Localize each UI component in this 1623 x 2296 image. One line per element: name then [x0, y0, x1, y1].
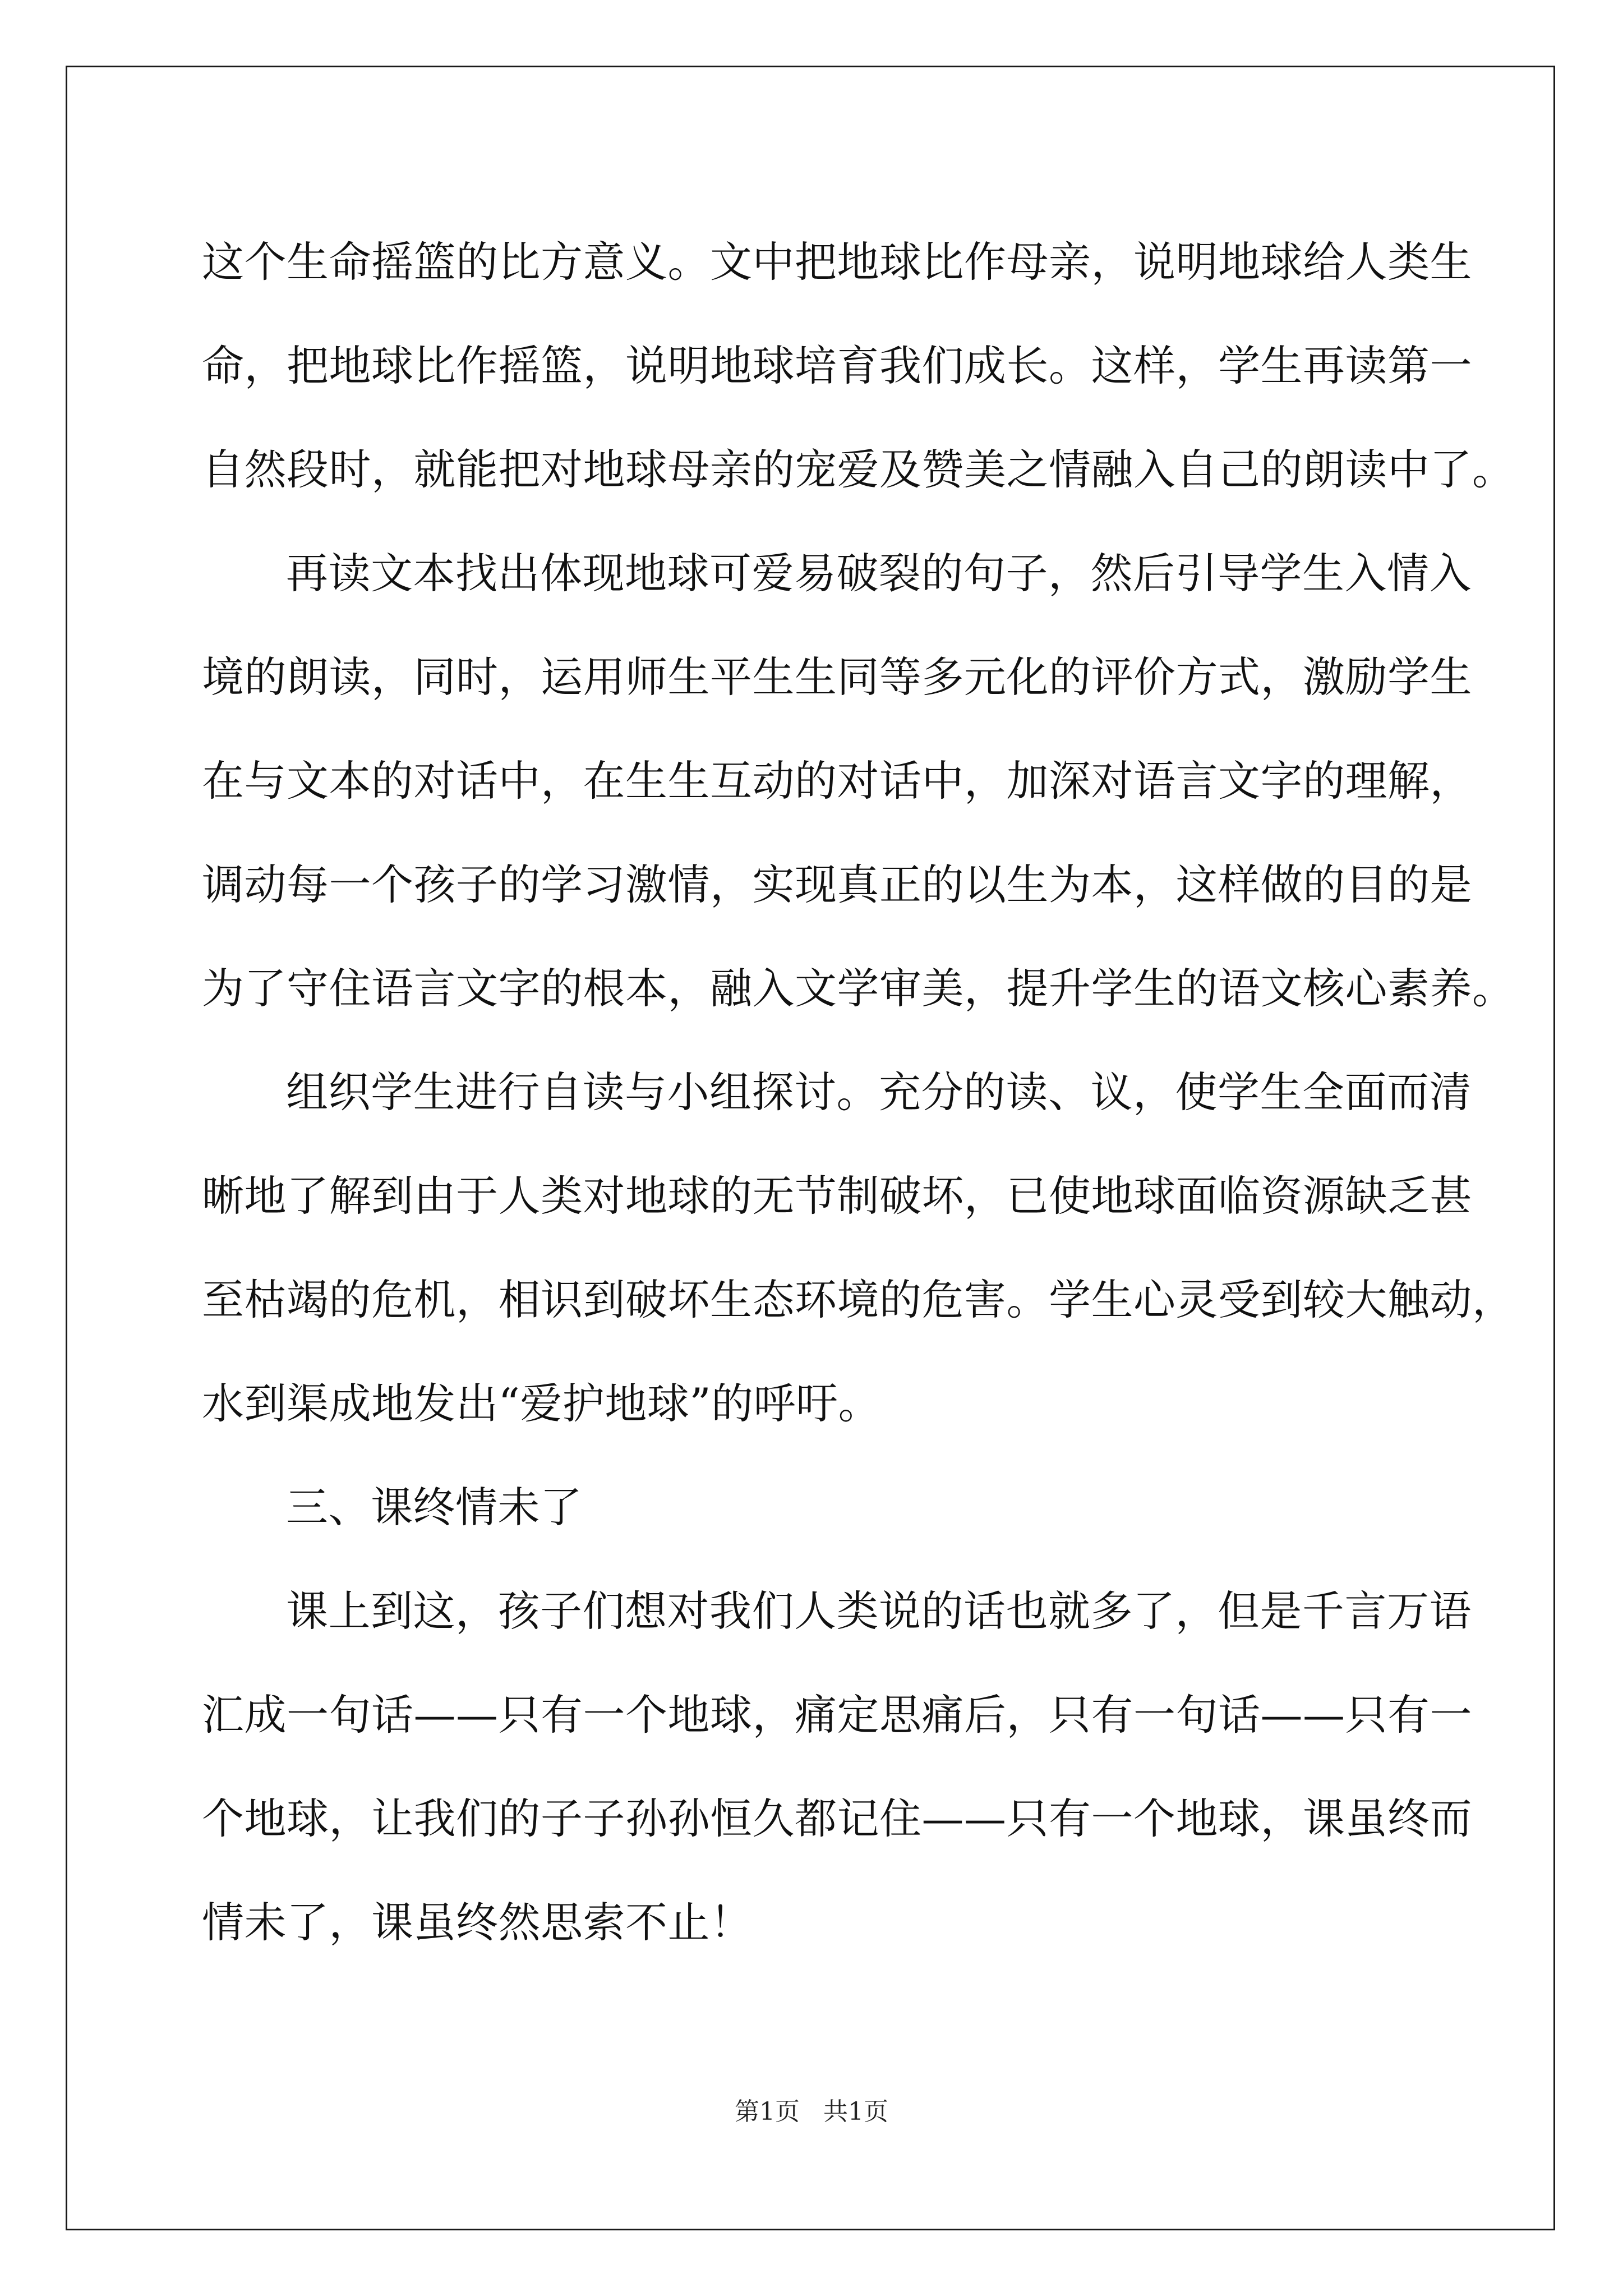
paragraph-first-line: 课上到这，孩子们想对我们人类说的话也就多了，但是千言万语 — [286, 1586, 1472, 1636]
text-line: 在与文本的对话中，在生生互动的对话中，加深对语言文字的理解， — [202, 756, 1473, 806]
text-line: 命，把地球比作摇篮，说明地球培育我们成长。这样，学生再读第一 — [202, 341, 1473, 390]
text-line: 调动每一个孩子的学习激情，实现真正的以生为本，这样做的目的是 — [202, 860, 1473, 909]
section-heading: 三、课终情未了 — [286, 1483, 583, 1532]
text-line: 至枯竭的危机，相识到破坏生态环境的危害。学生心灵受到较大触动， — [202, 1275, 1515, 1324]
page-number-footer: 第1页 共1页 — [735, 2097, 888, 2126]
text-line: 情未了，课虽终然思索不止！ — [202, 1898, 753, 1947]
text-line: 晰地了解到由于人类对地球的无节制破坏，已使地球面临资源缺乏甚 — [202, 1171, 1473, 1221]
text-line: 为了守住语言文字的根本，融入文学审美，提升学生的语文核心素养。 — [202, 964, 1515, 1013]
text-line: 个地球，让我们的子子孙孙恒久都记住——只有一个地球，课虽终而 — [202, 1794, 1473, 1843]
text-line: 水到渠成地发出“爱护地球”的呼吁。 — [202, 1379, 881, 1428]
text-line: 汇成一句话——只有一个地球，痛定思痛后，只有一句话——只有一 — [202, 1690, 1473, 1740]
text-line: 自然段时，就能把对地球母亲的宠爱及赞美之情融入自己的朗读中了。 — [202, 445, 1515, 494]
document-body — [202, 210, 1515, 1975]
paragraph-first-line: 组织学生进行自读与小组探讨。充分的读、议，使学生全面而清 — [286, 1068, 1472, 1117]
paragraph-first-line: 再读文本找出体现地球可爱易破裂的句子，然后引导学生入情入 — [286, 549, 1472, 598]
text-line: 这个生命摇篮的比方意义。文中把地球比作母亲，说明地球给人类生 — [202, 237, 1473, 287]
text-line: 境的朗读，同时，运用师生平生生同等多元化的评价方式，激励学生 — [202, 652, 1473, 702]
